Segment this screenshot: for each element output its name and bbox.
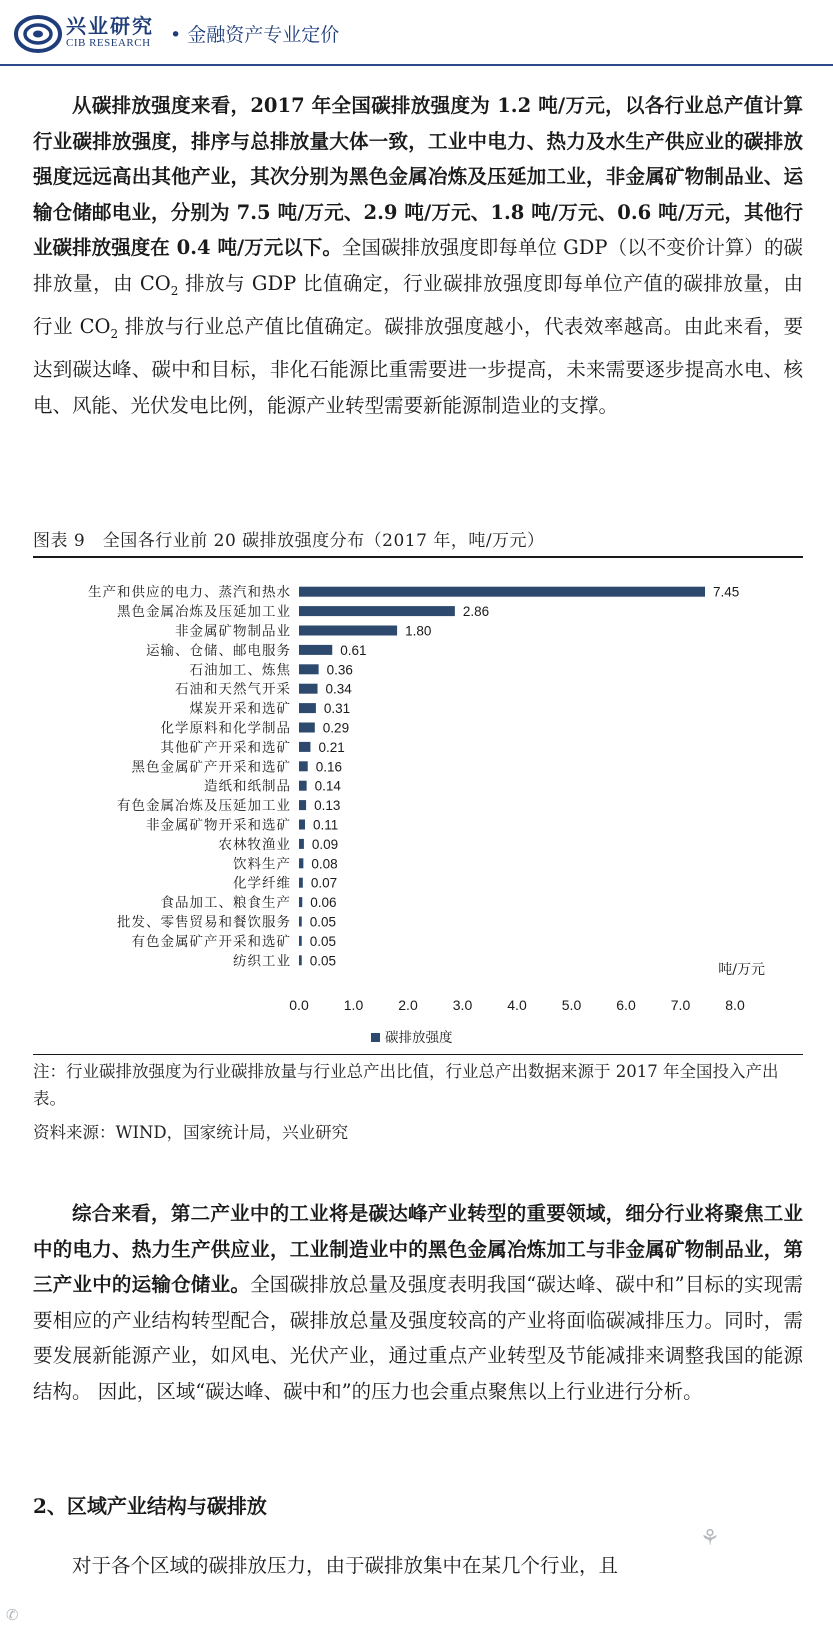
category-label: 石油和天然气开采	[175, 681, 291, 698]
bar	[299, 723, 315, 733]
cib-logo-icon	[14, 14, 62, 54]
figure-note: 注：行业碳排放强度为行业碳排放量与行业总产出比值，行业总产出数据来源于 2017 年全国投入产出表。	[33, 1062, 779, 1108]
paragraph-carbon-intensity	[33, 88, 803, 423]
header-slogan: • 金融资产专业定价	[170, 24, 340, 46]
figure-bottom-rule	[33, 1054, 803, 1055]
bar	[299, 917, 302, 927]
legend-swatch	[371, 1033, 380, 1042]
paragraph-summary	[33, 1196, 803, 1409]
category-label: 有色金属矿产开采和选矿	[131, 933, 291, 950]
x-tick-label: 3.0	[452, 997, 473, 1013]
bar	[299, 839, 304, 849]
data-label: 0.09	[311, 836, 339, 852]
bar	[299, 606, 455, 616]
header-divider	[0, 64, 833, 66]
data-label: 7.45	[713, 584, 740, 600]
data-label: 0.05	[309, 953, 337, 969]
category-label: 食品加工、粮食生产	[160, 895, 291, 912]
logo-chinese-text: 兴业研究	[66, 14, 154, 38]
data-label: 0.06	[310, 895, 337, 911]
category-label: 石油加工、炼焦	[189, 662, 291, 679]
bar	[299, 897, 302, 907]
bar	[299, 664, 319, 674]
data-label: 0.29	[322, 720, 350, 736]
category-label: 有色金属冶炼及压延加工业	[117, 798, 291, 815]
x-tick-label: 2.0	[398, 997, 418, 1013]
data-label: 0.36	[326, 662, 353, 678]
data-label: 0.13	[314, 798, 341, 814]
x-tick-label: 0.0	[289, 997, 309, 1013]
category-label: 煤炭开采和选矿	[189, 701, 291, 718]
paragraph-1-text-c: 排放与行业总产值比值确定。碳排放强度越小，代表效率越高。由此来看，要达到碳达峰、碳中和目标，非化石能源比重需要进一步提高，未来需要逐步提高水电、核电、风能、光伏发电比例，能源产业转型需要新能源制造业的支撑。	[33, 314, 804, 417]
logo-english-text: CIB RESEARCH	[66, 37, 151, 49]
category-label: 化学纤维	[233, 875, 291, 892]
data-label: 0.16	[315, 759, 343, 775]
co2-subscript-b: 2	[110, 326, 119, 341]
carbon-intensity-bar-chart	[33, 562, 803, 1050]
paragraph-1-text-a: 全国碳排放强度即每单位 GDP（以不变价计算）的碳排放量，由 CO	[33, 236, 804, 295]
x-tick-label: 1.0	[343, 997, 364, 1013]
bar	[299, 781, 307, 791]
watermark-left-icon: ✆	[6, 1606, 19, 1624]
legend-label: 碳排放强度	[385, 1030, 453, 1046]
figure-source: 资料来源：WIND，国家统计局，兴业研究	[33, 1123, 349, 1142]
section-heading: 2、区域产业结构与碳排放	[33, 1494, 267, 1518]
category-label: 纺织工业	[233, 953, 291, 970]
bar	[299, 645, 332, 655]
data-label: 2.86	[462, 604, 490, 620]
bar	[299, 684, 318, 694]
data-label: 0.31	[323, 701, 351, 717]
bar	[299, 936, 302, 946]
page-header	[0, 0, 833, 66]
category-label: 非金属矿物制品业	[175, 623, 291, 640]
category-label: 运输、仓储、邮电服务	[146, 642, 291, 659]
paragraph-2-text: 全国碳排放总量及强度表明我国“碳达峰、碳中和”目标的实现需要相应的产业结构转型配合，碳排放总量及强度较高的产业将面临碳减排压力。同时，需要发展新能源产业，如风电、光伏产业，通过重点产业转型及节能减排来调整我国的能源结构。 因此，区域“碳达峰、碳中和”的压力也会重点聚焦以上行业进行分析。	[33, 1273, 803, 1403]
data-label: 0.61	[340, 642, 367, 658]
category-label: 黑色金属冶炼及压延加工业	[117, 604, 291, 621]
category-label: 农林牧渔业	[218, 836, 291, 853]
watermark-right-icon: ⚘	[700, 1526, 720, 1551]
data-label: 0.11	[312, 817, 339, 833]
bar	[299, 820, 305, 830]
category-label: 造纸和纸制品	[204, 778, 291, 795]
unit-label: 吨/万元	[718, 962, 765, 978]
bar	[299, 703, 316, 713]
category-label: 化学原料和化学制品	[160, 720, 291, 737]
bar	[299, 955, 302, 965]
figure-top-rule	[33, 556, 803, 558]
category-label: 批发、零售贸易和餐饮服务	[117, 914, 291, 931]
x-tick-label: 5.0	[561, 997, 582, 1013]
data-label: 1.80	[405, 623, 432, 639]
category-label: 黑色金属矿产开采和选矿	[131, 759, 291, 776]
category-label: 生产和供应的电力、蒸汽和热水	[88, 584, 291, 601]
bar	[299, 858, 303, 868]
paragraph-regional: 对于各个区域的碳排放压力，由于碳排放集中在某几个行业，且	[72, 1554, 619, 1577]
paragraph-1-bold: 从碳排放强度来看，2017 年全国碳排放强度为 1.2 吨/万元，以各行业总产值计算行业碳排放强度，排序与总排放量大体一致，工业中电力、热力及水生产供应业的碳排放强度远远高出其他产业，其次分别为黑色金属冶炼及压延加工业，非金属矿物制品业、运输仓储邮电业，分别为 7.5 吨/万元、2.9 吨/万元、1.8 吨/万元、0.6 吨/万元，其他行业碳排放强度在 0.4 吨/万元以下。	[33, 94, 803, 259]
data-label: 0.08	[311, 856, 338, 872]
bar	[299, 878, 303, 888]
category-label: 饮料生产	[233, 856, 291, 873]
data-label: 0.07	[310, 875, 338, 891]
category-label: 其他矿产开采和选矿	[160, 739, 291, 756]
figure-title: 图表 9 全国各行业前 20 碳排放强度分布（2017 年，吨/万元）	[33, 531, 545, 551]
data-label: 0.05	[309, 933, 337, 949]
x-tick-label: 6.0	[616, 997, 636, 1013]
bar	[299, 761, 308, 771]
data-label: 0.14	[314, 778, 341, 794]
x-tick-label: 7.0	[670, 997, 691, 1013]
x-tick-label: 8.0	[725, 997, 745, 1013]
bar	[299, 587, 705, 597]
paragraph-1-text-b: 排放与 GDP 比值确定，行业碳排放强度即每单位产值的碳排放量，由行业 CO	[33, 271, 803, 338]
bar	[299, 626, 397, 636]
bar	[299, 742, 310, 752]
paragraph-2-bold: 综合来看，第二产业中的工业将是碳达峰产业转型的重要领域，细分行业将聚焦工业中的电力、热力生产供应业，工业制造业中的黑色金属冶炼加工与非金属矿物制品业，第三产业中的运输仓储业。	[33, 1202, 803, 1296]
data-label: 0.34	[325, 681, 352, 697]
co2-subscript-a: 2	[170, 283, 179, 298]
data-label: 0.21	[318, 739, 345, 755]
x-tick-label: 4.0	[507, 997, 527, 1013]
data-label: 0.05	[309, 914, 337, 930]
bar	[299, 800, 306, 810]
category-label: 非金属矿物开采和选矿	[146, 817, 291, 834]
